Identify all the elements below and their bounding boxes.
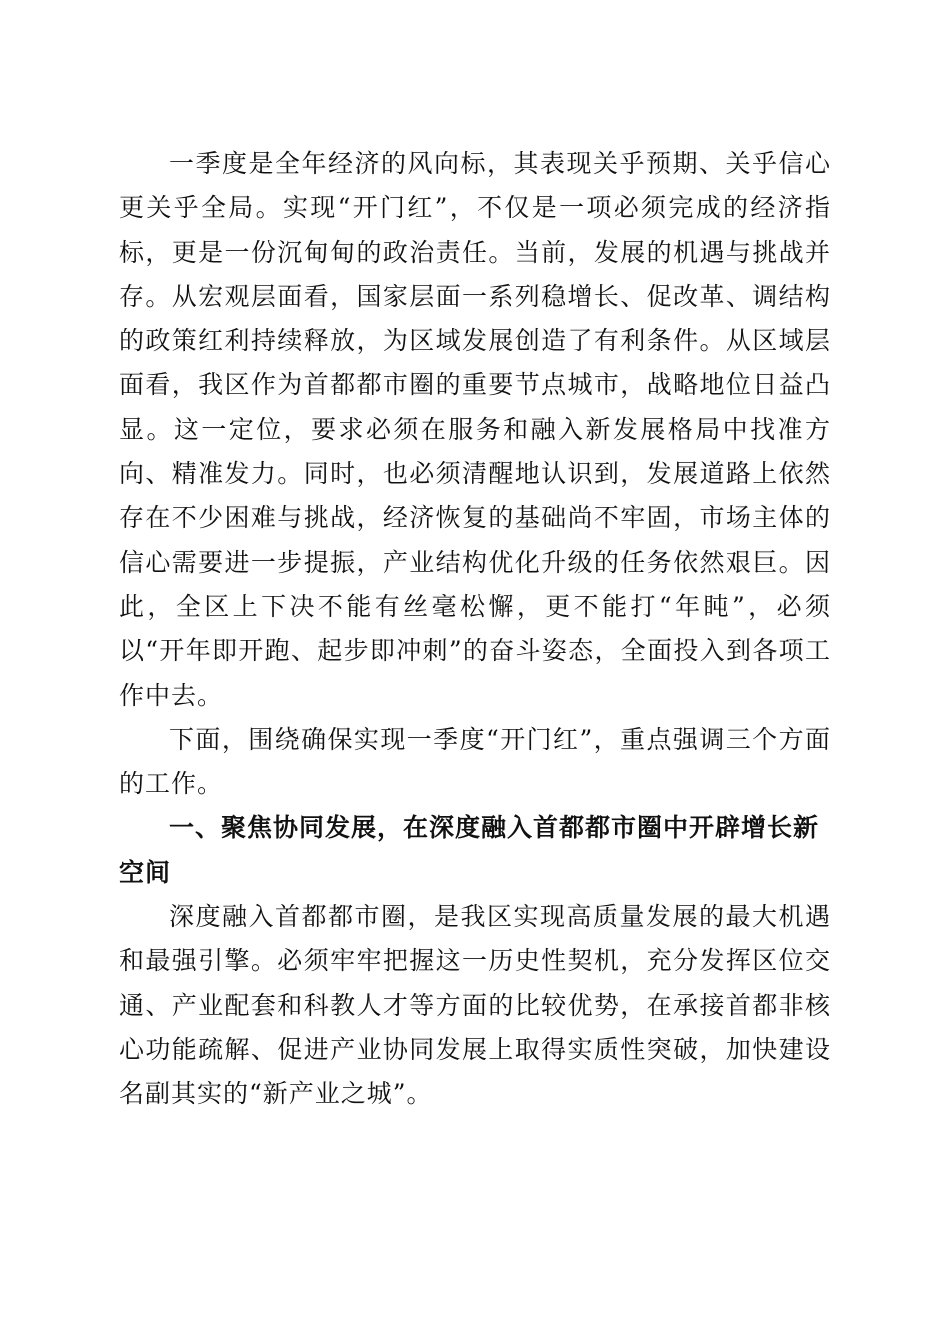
document-body [119,142,831,1117]
section-paragraph: 深度融入首都都市圈，是我区实现高质量发展的最大机遇和最强引擎。必须牢牢把握这一历史性契机，充分发挥区位交通、产业配套和科教人才等方面的比较优势，在承接首都非核心功能疏解、促进产业协同发展上取得实质性突破，加快建设名副其实的“新产业之城”。 [119,902,831,1109]
section-heading: 一、聚焦协同发展，在深度融入首都都市圈中开辟增长新空间 [119,813,820,887]
intro-paragraph: 一季度是全年经济的风向标，其表现关乎预期、关乎信心更关乎全局。实现“开门红”，不仅是一项必须完成的经济指标，更是一份沉甸甸的政治责任。当前，发展的机遇与挑战并存。从宏观层面看，国家层面一系列稳增长、促改革、调结构的政策红利持续释放，为区域发展创造了有利条件。从区域层面看，我区作为首都都市圈的重要节点城市，战略地位日益凸显。这一定位，要求必须在服务和融入新发展格局中找准方向、精准发力。同时，也必须清醒地认识到，发展道路上依然存在不少困难与挑战，经济恢复的基础尚不牢固，市场主体的信心需要进一步提振，产业结构优化升级的任务依然艰巨。因此，全区上下决不能有丝毫松懈，更不能打“年盹”，必须以“开年即开跑、起步即冲刺”的奋斗姿态，全面投入到各项工作中去。 [119,149,831,710]
transition-paragraph: 下面，围绕确保实现一季度“开门红”，重点强调三个方面的工作。 [119,724,831,799]
